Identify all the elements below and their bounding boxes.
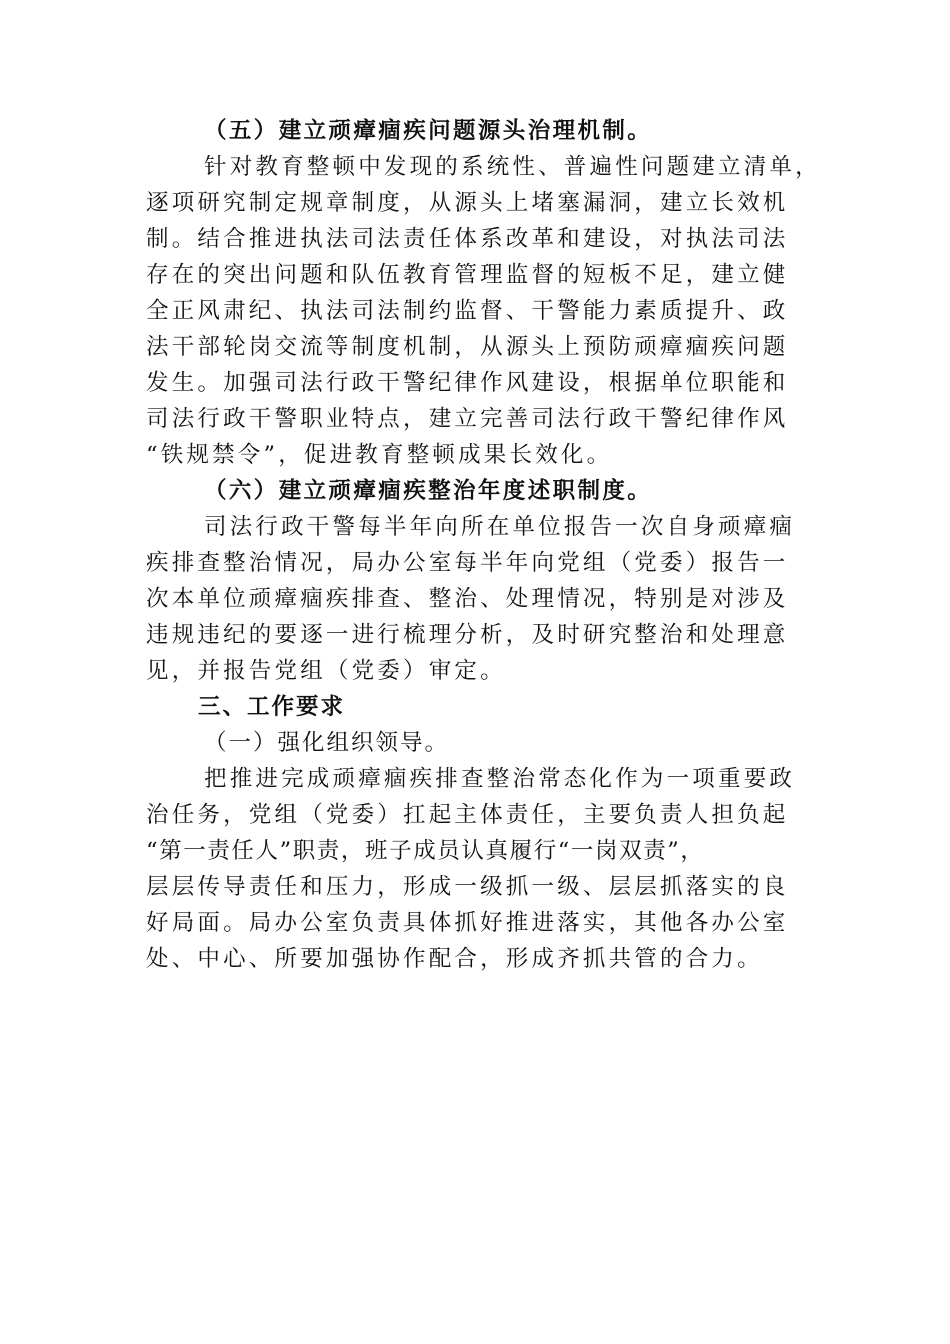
section-heading-five: （五）建立顽瘴痼疾问题源头治理机制。 <box>204 118 653 144</box>
paragraph-line: 疾排查整治情况，局办公室每半年向党组（党委）报告一 <box>146 550 789 576</box>
paragraph-line: 存在的突出问题和队伍教育管理监督的短板不足，建立健 <box>146 262 789 288</box>
paragraph-line: “铁规禁令”，促进教育整顿成果长效化。 <box>146 442 613 468</box>
paragraph-line: 见，并报告党组（党委）审定。 <box>146 658 506 684</box>
paragraph-line: 发生。加强司法行政干警纪律作风建设，根据单位职能和 <box>146 370 789 396</box>
paragraph-line: 治任务，党组（党委）扛起主体责任，主要负责人担负起 <box>146 802 789 828</box>
paragraph-line: 处、中心、所要加强协作配合，形成齐抓共管的合力。 <box>146 946 763 972</box>
paragraph-line: 司法行政干警每半年向所在单位报告一次自身顽瘴痼 <box>204 514 796 540</box>
paragraph-line: 逐项研究制定规章制度，从源头上堵塞漏洞，建立长效机 <box>146 190 789 216</box>
paragraph-line: 层层传导责任和压力，形成一级抓一级、层层抓落实的良 <box>146 874 789 900</box>
paragraph-line: 全正风肃纪、执法司法制约监督、干警能力素质提升、政 <box>146 298 789 324</box>
part-heading: 三、工作要求 <box>198 694 346 720</box>
paragraph-line: 法干部轮岗交流等制度机制，从源头上预防顽瘴痼疾问题 <box>146 334 789 360</box>
sub-heading: （一）强化组织领导。 <box>204 730 450 756</box>
paragraph-line: 针对教育整顿中发现的系统性、普遍性问题建立清单， <box>204 154 821 180</box>
paragraph-line: 好局面。局办公室负责具体抓好推进落实，其他各办公室 <box>146 910 789 936</box>
paragraph-line: 把推进完成顽瘴痼疾排查整治常态化作为一项重要政 <box>204 766 796 792</box>
paragraph-line: 违规违纪的要逐一进行梳理分析，及时研究整治和处理意 <box>146 622 789 648</box>
section-heading-six: （六）建立顽瘴痼疾整治年度述职制度。 <box>204 478 653 504</box>
paragraph-line: 司法行政干警职业特点，建立完善司法行政干警纪律作风 <box>146 406 789 432</box>
paragraph-line: 制。结合推进执法司法责任体系改革和建设，对执法司法 <box>146 226 789 252</box>
document-page <box>146 113 821 977</box>
paragraph-line: 次本单位顽瘴痼疾排查、整治、处理情况，特别是对涉及 <box>146 586 789 612</box>
paragraph-line: “第一责任人”职责，班子成员认真履行“一岗双责”， <box>146 838 705 864</box>
